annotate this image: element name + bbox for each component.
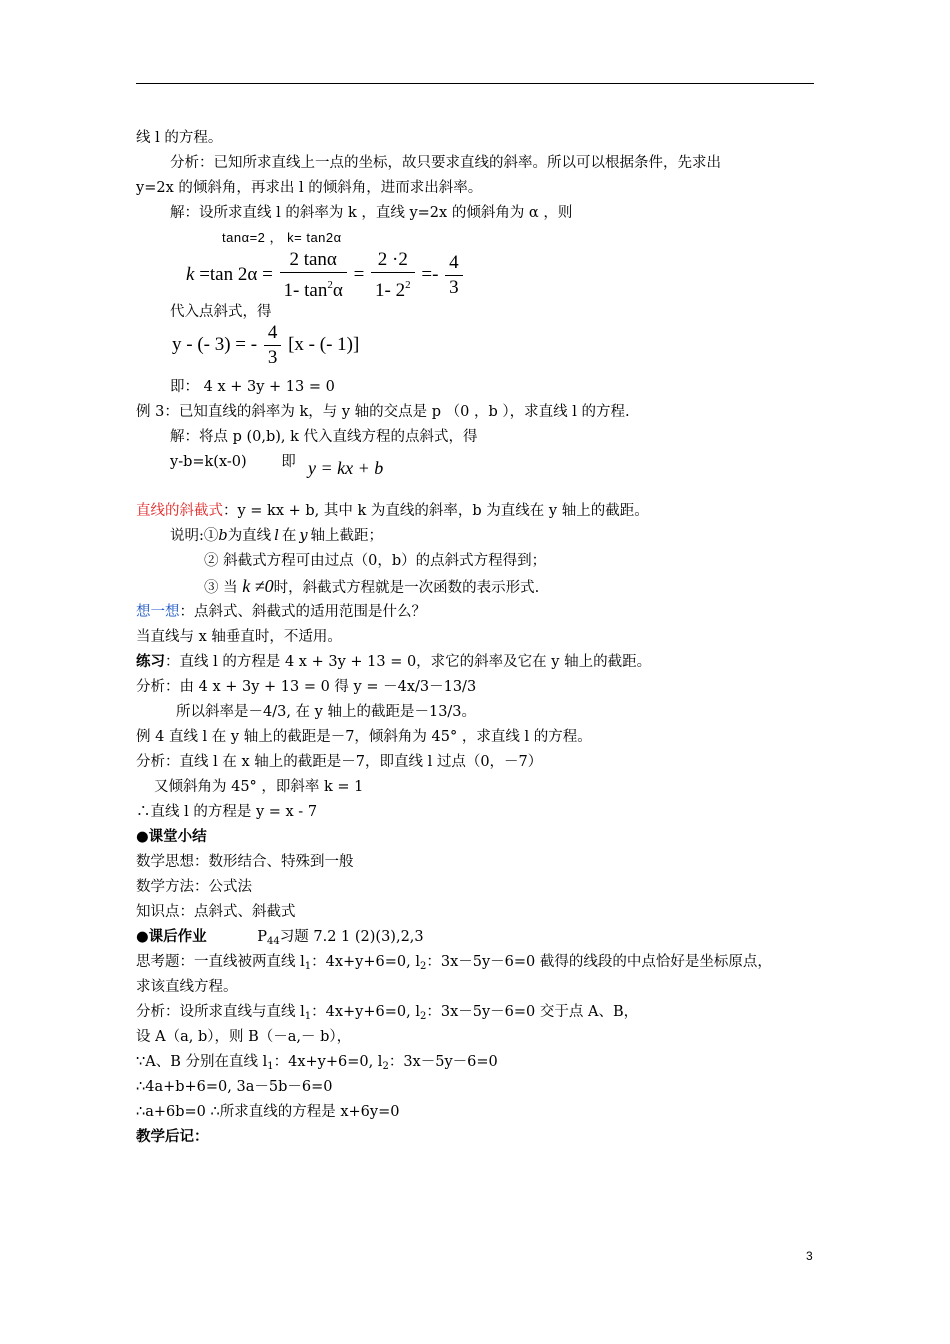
text-part: 时，斜截式方程就是一次函数的表示形式.	[273, 580, 540, 596]
text-line	[136, 952, 772, 977]
text-part: y	[299, 528, 308, 544]
text-line: tanα=2 ， k= tan2α	[222, 230, 342, 245]
text-line: 例 4 直线 l 在 y 轴上的截距是－7，倾斜角为 45° ，求直线 l 的方程。	[136, 729, 592, 745]
text-part: ：4x+y+6=0, l	[311, 1004, 420, 1020]
text-part: l	[274, 528, 279, 544]
math-k: k	[186, 263, 195, 285]
text-part: 思考题：一直线被两直线 l	[136, 954, 305, 970]
fraction-denominator	[280, 273, 347, 303]
fraction-numerator: 2 ·2	[371, 248, 415, 273]
text-part: 轴上截距；	[310, 528, 384, 544]
text-ji: 即	[281, 454, 296, 470]
fraction-denominator: 3	[267, 347, 278, 368]
slope-formula	[186, 248, 465, 303]
text-line: 即： 4 x + 3y + 13 = 0	[170, 379, 335, 395]
k-not-zero: k ≠0	[242, 576, 274, 596]
subscript: 1	[304, 1011, 312, 1022]
text-line: 所以斜率是－4/3, 在 y 轴上的截距是－13/3。	[176, 704, 477, 720]
text-line: 知识点：点斜式、斜截式	[136, 904, 296, 920]
text-line	[136, 1002, 638, 1027]
text-line: 解：将点 p (0,b), k 代入直线方程的点斜式，得	[170, 429, 478, 445]
text-part: ：3x－5y－6=0 截得的线段的中点恰好是坐标原点，	[426, 954, 772, 970]
den-part: 1- tan	[283, 280, 328, 301]
math-tan2a: =tan 2α =	[199, 263, 273, 285]
text-line	[136, 652, 651, 672]
den-part: 1- 2	[375, 280, 406, 301]
text-part: 在	[281, 528, 297, 544]
text-line: ∴直线 l 的方程是 y = x - 7	[136, 804, 318, 820]
text-line	[136, 927, 424, 952]
fraction-numerator: 4	[445, 251, 463, 276]
fraction-numerator: 2 tanα	[280, 248, 347, 273]
point-slope-equation	[172, 321, 359, 370]
text-line	[170, 452, 296, 472]
page-number: 3	[806, 1249, 813, 1263]
text-part: 为直线	[227, 528, 272, 544]
exponent: 2	[327, 279, 333, 291]
slope-intercept-equation: y = kx + b	[308, 458, 384, 478]
equation-text: y-b=k(x-0)	[170, 454, 247, 470]
text-line: 当直线与 x 轴垂直时，不适用。	[136, 629, 342, 645]
subscript: 1	[304, 961, 312, 972]
exponent: 2	[405, 279, 411, 291]
think-label: 想一想	[136, 604, 180, 620]
text-part: 分析：设所求直线与直线 l	[136, 1004, 305, 1020]
text-line	[136, 501, 649, 521]
text-line: ② 斜截式方程可由过点（0，b）的点斜式方程得到；	[204, 553, 547, 569]
text-part: b	[218, 528, 228, 544]
text-part: P	[257, 929, 268, 945]
equation-lhs: y - (- 3) = -	[172, 333, 258, 355]
text-line: 解：设所求直线 l 的斜率为 k ，直线 y=2x 的倾斜角为 α ，则	[170, 205, 573, 221]
fraction-numerator: 4	[264, 321, 282, 346]
text-line: 线 l 的方程。	[136, 130, 223, 146]
practice-label: 练习	[136, 653, 165, 670]
text-part: 习题 7.2 1 (2)(3),2,3	[279, 929, 424, 945]
text-part: 说明:①	[170, 528, 219, 544]
text-line	[136, 602, 426, 622]
text-line	[204, 576, 539, 598]
text-line: 分析：已知所求直线上一点的坐标，故只要求直线的斜率。所以可以根据条件，先求出	[170, 155, 721, 171]
section-heading: ●课堂小结	[136, 828, 207, 845]
text-part: ：3x－5y－6=0 交于点 A、B，	[426, 1004, 639, 1020]
subscript: 2	[419, 961, 427, 972]
fraction	[264, 321, 282, 370]
text-part: ③ 当	[204, 580, 238, 596]
fraction	[371, 248, 415, 303]
equation-rhs: [x - (- 1)]	[288, 333, 360, 355]
practice-text: ：直线 l 的方程是 4 x + 3y + 13 = 0，求它的斜率及它在 y 轴上的截距。	[165, 654, 652, 670]
subscript: 44	[267, 936, 280, 947]
text-line: 代入点斜式，得	[170, 304, 272, 320]
text-line: 分析：直线 l 在 x 轴上的截距是－7，即直线 l 过点（0，－7）	[136, 754, 543, 770]
question-text: ：点斜式、斜截式的适用范围是什么？	[179, 604, 426, 620]
text-part: ∵A、B 分别在直线 l	[136, 1054, 268, 1070]
text-line: 例 3：已知直线的斜率为 k，与 y 轴的交点是 p （0 ，b ），求直线 l 的方程.	[136, 404, 630, 420]
definition-text: ：y = kx + b, 其中 k 为直线的斜率，b 为直线在 y 轴上的截距。	[223, 503, 649, 519]
text-line: y=2x 的倾斜角，再求出 l 的倾斜角，进而求出斜率。	[136, 180, 483, 196]
header-rule	[136, 83, 814, 84]
den-part: α	[332, 280, 343, 301]
text-line: 数学思想：数形结合、特殊到一般	[136, 854, 354, 870]
text-line: 又倾斜角为 45° ，即斜率 k = 1	[154, 779, 364, 795]
section-heading: ●课后作业	[136, 928, 207, 945]
text-line: ∴a+6b=0 ∴所求直线的方程是 x+6y=0	[136, 1104, 400, 1120]
text-line: ∴4a+b+6=0, 3a－5b－6=0	[136, 1079, 333, 1095]
fraction	[280, 248, 347, 303]
subscript: 1	[267, 1061, 274, 1072]
text-line	[136, 1052, 498, 1077]
fraction-denominator	[371, 273, 415, 303]
text-line: 设 A（a, b），则 B（－a,－ b），	[136, 1029, 352, 1045]
text-line: 分析：由 4 x + 3y + 13 = 0 得 y = －4x/3－13/3	[136, 679, 477, 695]
fraction-denominator: 3	[449, 277, 459, 298]
text-part: ：4x+y+6=0, l	[311, 954, 420, 970]
fraction	[445, 251, 463, 300]
slope-intercept-label: 直线的斜截式	[136, 503, 223, 519]
math-equals-negative: =-	[421, 263, 439, 285]
text-part: ：3x－5y－6=0	[388, 1054, 498, 1070]
section-heading: 教学后记：	[136, 1128, 209, 1145]
text-line	[170, 526, 383, 546]
subscript: 2	[419, 1011, 427, 1022]
math-equals: =	[353, 263, 365, 285]
text-part: ：4x+y+6=0, l	[273, 1054, 383, 1070]
text-line: 求该直线方程。	[136, 979, 238, 995]
subscript: 2	[382, 1061, 389, 1072]
text-line: 数学方法：公式法	[136, 879, 252, 895]
